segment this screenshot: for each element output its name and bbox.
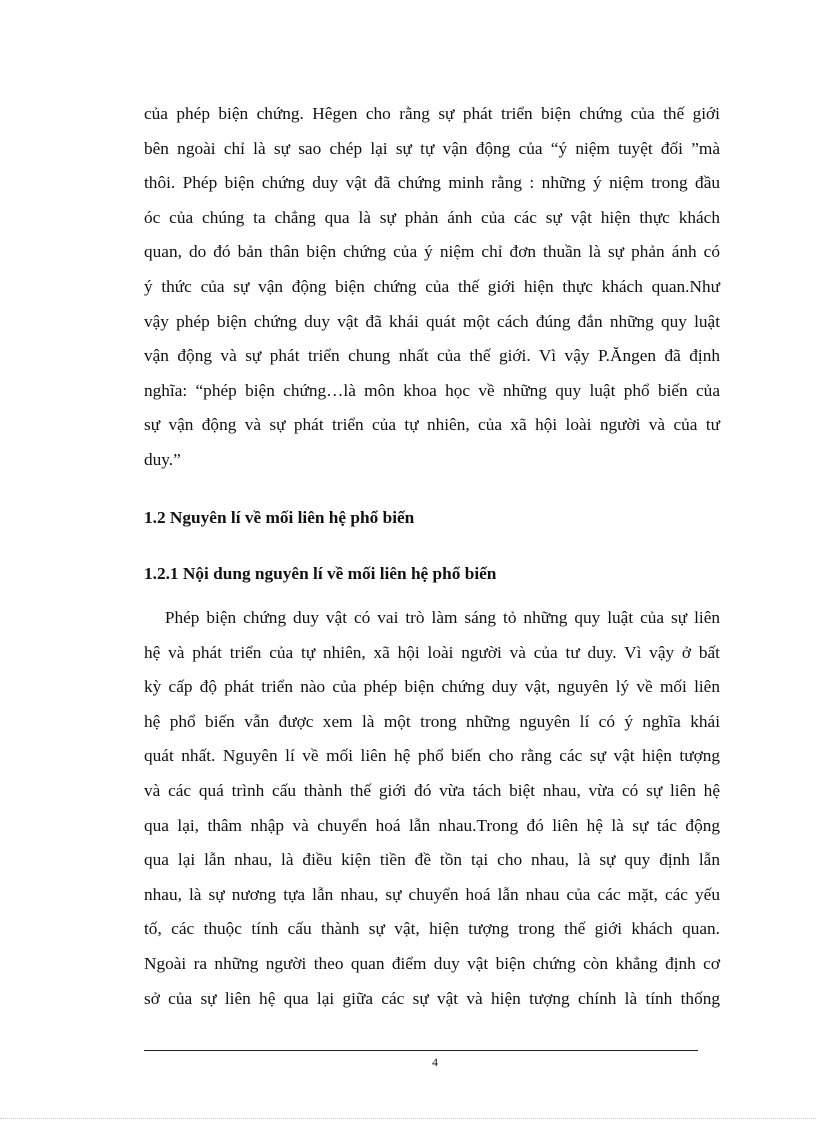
paragraph-2-line: hệ và phát triển của tự nhiên, xã hội loài người và của tư duy. Vì vậy ở bất: [144, 642, 720, 662]
paragraph-2-line: và các quá trình cấu thành thế giới đó vừa tách biệt nhau, vừa có sự liên hệ: [144, 780, 720, 800]
paragraph-1-line: của phép biện chứng. Hêgen cho rằng sự phát triển biện chứng của thế giới: [144, 104, 720, 123]
paragraph-1-line: ý thức của sự vận động biện chứng của thế giới hiện thực khách quan.Như: [144, 276, 720, 296]
paragraph-2-line: hệ phổ biến vẫn được xem là một trong những nguyên lí có ý nghĩa khái: [144, 711, 720, 731]
paragraph-1: [144, 97, 720, 478]
paragraph-1-line: quan, do đó bản thân biện chứng của ý niệm chỉ đơn thuần là sự phản ánh có: [144, 242, 720, 262]
paragraph-1-line: bên ngoài chỉ là sự sao chép lại sự tự vận động của “ý niệm tuyệt đối ”mà: [144, 138, 720, 158]
paragraph-2-line: qua lại lẫn nhau, là điều kiện tiền đề tồn tại cho nhau, là sự quy định lẫn: [144, 850, 720, 870]
paragraph-1-line: thôi. Phép biện chứng duy vật đã chứng minh rằng : những ý niệm trong đầu: [144, 173, 720, 193]
paragraph-2-line: Ngoài ra những người theo quan điểm duy vật biện chứng còn khẳng định cơ: [144, 953, 720, 973]
paragraph-2-line: kỳ cấp độ phát triển nào của phép biện chứng duy vật, nguyên lý về mối liên: [144, 677, 720, 697]
paragraph-1-line: nghĩa: “phép biện chứng…là môn khoa học về những quy luật phổ biến của: [144, 380, 720, 400]
paragraph-1-line: duy.”: [144, 449, 181, 469]
paragraph-1-line: vận động và sự phát triển chung nhất của thế giới. Vì vậy P.Ăngen đã định: [144, 346, 720, 366]
paragraph-2-line: sở của sự liên hệ qua lại giữa các sự vật và hiện tượng chính là tính thống: [144, 988, 720, 1008]
section-heading-1-2-1: 1.2.1 Nội dung nguyên lí về mối liên hệ phổ biến: [144, 564, 497, 583]
footer-divider: [144, 1050, 698, 1051]
paragraph-2: [144, 601, 720, 1016]
paragraph-2-line: Phép biện chứng duy vật có vai trò làm sáng tỏ những quy luật của sự liên: [144, 608, 720, 627]
paragraph-2-line: quát nhất. Nguyên lí về mối liên hệ phổ biến cho rằng các sự vật hiện tượng: [144, 746, 720, 766]
paragraph-2-line: tố, các thuộc tính cấu thành sự vật, hiện tượng trong thế giới khách quan.: [144, 919, 720, 939]
paragraph-1-line: sự vận động và sự phát triển của tự nhiên, của xã hội loài người và của tư: [144, 415, 720, 435]
paragraph-2-line: nhau, là sự nương tựa lẫn nhau, sự chuyển hoá lẫn nhau của các mặt, các yếu: [144, 884, 720, 904]
paragraph-1-line: vậy phép biện chứng duy vật đã khái quát một cách đúng đắn những quy luật: [144, 311, 720, 331]
page-number: 4: [432, 1055, 438, 1069]
paragraph-2-line: qua lại, thâm nhập và chuyển hoá lẫn nhau.Trong đó liên hệ là sự tác động: [144, 815, 720, 835]
section-heading-1-2: 1.2 Nguyên lí về mối liên hệ phổ biến: [144, 508, 415, 527]
paragraph-1-line: óc của chúng ta chẳng qua là sự phản ánh của các sự vật hiện thực khách: [144, 207, 720, 227]
page-bottom-border: [0, 1118, 816, 1119]
